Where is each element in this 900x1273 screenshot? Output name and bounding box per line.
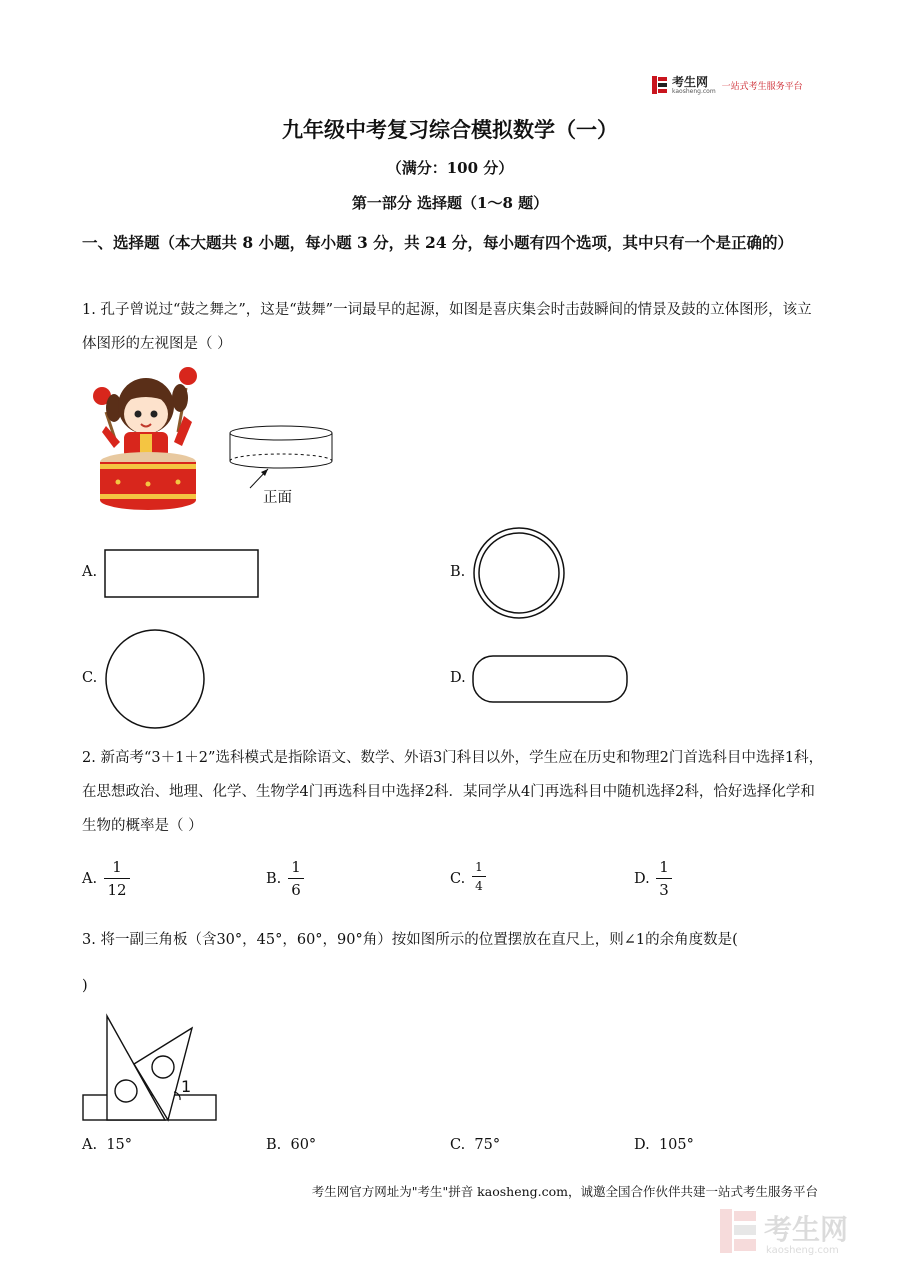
- q2-option-b-denominator: 6: [291, 881, 301, 899]
- q2-option-a-fraction[interactable]: [104, 858, 130, 899]
- q3-option-d-label: D.: [634, 1137, 650, 1153]
- logo-slogan: 一站式考生服务平台: [721, 81, 803, 92]
- q3-option-c[interactable]: [450, 1137, 500, 1153]
- question-3-text: 3. 将一副三角板（含30°，45°，60°，90°角）按如图所示的位置摆放在直尺上，则∠1的余角度数是(: [82, 932, 738, 948]
- q2-option-b-fraction[interactable]: [288, 858, 304, 899]
- fraction-bar: [656, 878, 672, 879]
- q2-option-b-numerator: 1: [291, 858, 301, 876]
- question-1-text: 1. 孔子曾说过“鼓之舞之”，这是“鼓舞”一词最早的起源，如图是喜庆集会时击鼓瞬间的情景及鼓的立体图形，该立体图形的左视图是（ ）: [82, 302, 812, 352]
- fraction-bar: [472, 876, 486, 877]
- angle-1-label: 1: [181, 1077, 192, 1096]
- logo-text-block: [672, 76, 716, 95]
- q2-option-a-denominator: 12: [107, 881, 127, 899]
- q3-option-a-label: A.: [82, 1137, 98, 1153]
- exam-score: （满分：100 分）: [386, 159, 514, 177]
- q3-option-c-value: 75°: [474, 1137, 501, 1153]
- q2-option-d-label[interactable]: D.: [634, 871, 650, 887]
- q3-option-a-value: 15°: [106, 1137, 133, 1153]
- q2-option-c-label[interactable]: C.: [450, 871, 466, 887]
- fraction-bar: [104, 878, 130, 879]
- q3-option-b[interactable]: [266, 1137, 316, 1153]
- q2-option-b-label[interactable]: B.: [266, 871, 282, 887]
- q2-option-d-numerator: 1: [659, 858, 669, 876]
- exam-title: 九年级中考复习综合模拟数学（一）: [282, 117, 618, 142]
- q1-option-a-label[interactable]: A.: [82, 564, 98, 580]
- q3-option-d[interactable]: [634, 1137, 694, 1153]
- watermark: [718, 1205, 878, 1257]
- set-squares-on-ruler-figure: [80, 1012, 220, 1124]
- question-3-text-continued: ): [82, 978, 88, 994]
- site-logo: [652, 73, 822, 97]
- fraction-bar: [288, 878, 304, 879]
- q2-option-d-denominator: 3: [659, 881, 669, 899]
- part-title: 第一部分 选择题（1～8 题）: [351, 194, 549, 212]
- q1-option-a-rectangle[interactable]: [104, 548, 260, 600]
- q2-option-d-fraction[interactable]: [656, 858, 672, 899]
- q3-option-b-value: 60°: [290, 1137, 317, 1153]
- q1-option-b-concentric-circles[interactable]: [470, 525, 570, 621]
- q2-option-c-fraction[interactable]: [472, 860, 486, 893]
- q3-option-b-label: B.: [266, 1137, 282, 1153]
- logo-name: 考生网: [672, 74, 709, 89]
- logo-icon: [652, 76, 668, 94]
- q3-option-a[interactable]: [82, 1137, 132, 1153]
- q2-option-a-label[interactable]: A.: [82, 871, 98, 887]
- footer-text: 考生网官方网址为"考生"拼音 kaosheng.com，诚邀全国合作伙伴共建一站式考生服务平台: [311, 1184, 818, 1199]
- question-2-text: 2. 新高考“3＋1＋2”选科模式是指除语文、数学、外语3门科目以外，学生应在历史和物理2门首选科目中选择1科，在思想政治、地理、化学、生物学4门再选科目中选择2科．某同学从4门再选科目中随机选择2科，恰好选择化学和生物的概率是（ ）: [82, 750, 824, 834]
- q2-option-c-numerator: 1: [475, 860, 483, 874]
- watermark-logo-icon: [718, 1205, 878, 1257]
- front-label: 正面: [263, 490, 292, 506]
- watermark-text: 考生网: [764, 1213, 849, 1246]
- q1-option-d-label[interactable]: D.: [450, 670, 466, 686]
- q3-option-d-value: 105°: [658, 1137, 694, 1153]
- q3-option-c-label: C.: [450, 1137, 466, 1153]
- q1-option-d-rounded-rectangle[interactable]: [472, 654, 630, 706]
- logo-domain: kaosheng.com: [672, 87, 716, 95]
- q1-option-c-label[interactable]: C.: [82, 670, 98, 686]
- q1-option-c-circle[interactable]: [102, 628, 208, 730]
- drum-girl-illustration: [84, 366, 214, 516]
- watermark-domain: kaosheng.com: [766, 1245, 839, 1256]
- section-heading: 一、选择题（本大题共 8 小题，每小题 3 分，共 24 分，每小题有四个选项，其中只有一个是正确的）: [82, 233, 794, 252]
- q2-option-c-denominator: 4: [475, 879, 483, 893]
- q1-option-b-label[interactable]: B.: [450, 564, 466, 580]
- q2-option-a-numerator: 1: [112, 858, 122, 876]
